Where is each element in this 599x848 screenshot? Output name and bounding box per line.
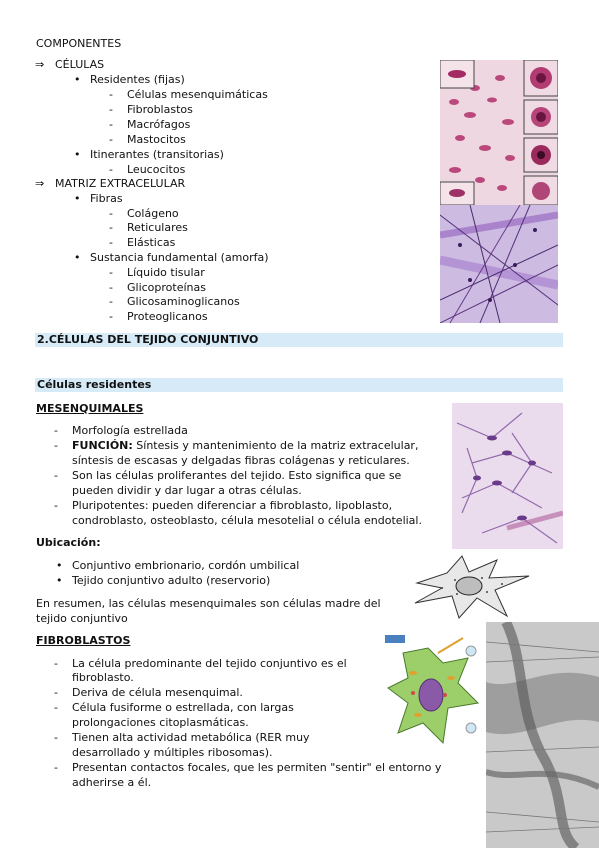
location-heading: Ubicación: — [36, 536, 101, 549]
matrix-heading: ⇒ MATRIZ EXTRACELULAR — [55, 177, 185, 191]
cells-heading: ⇒ CÉLULAS — [55, 58, 104, 72]
summary-text: En resumen, las células mesenquimales son células madre del — [36, 597, 381, 610]
histology-cells-image — [440, 60, 558, 205]
fibroblast-bullet: - Deriva de célula mesenquimal. — [72, 686, 243, 700]
ground-substance-item: • Sustancia fundamental (amorfa) — [90, 251, 269, 265]
fibroblast-bullet-cont: desarrollado y múltiples ribosomas). — [72, 746, 273, 759]
itinerant-item: - Leucocitos — [127, 163, 185, 177]
ground-item: - Proteoglicanos — [127, 310, 208, 324]
fiber-item: - Colágeno — [127, 207, 179, 221]
elastic-fibers-image — [440, 205, 558, 323]
fiber-item: - Reticulares — [127, 221, 188, 235]
location-item: • Conjuntivo embrionario, cordón umbilical — [72, 559, 299, 573]
resident-item: - Mastocitos — [127, 133, 186, 147]
mesenchymal-heading: MESENQUIMALES — [36, 402, 144, 415]
itinerants-item: • Itinerantes (transitorias) — [90, 148, 224, 162]
fibroblast-diagram — [383, 633, 483, 751]
fibroblast-bullet: - Tienen alta actividad metabólica (RER muy — [72, 731, 310, 745]
fibroblast-bullet: - Presentan contactos focales, que les permiten "sentir" el entorno y — [72, 761, 441, 775]
mesenchymal-bullet: - Morfología estrellada — [72, 424, 188, 438]
function-text: Síntesis y mantenimiento de la matriz extracelular, — [132, 439, 419, 452]
resident-item: - Macrófagos — [127, 118, 190, 132]
mesenchymal-cell-drawing — [407, 548, 537, 623]
section-bar-cells — [35, 333, 563, 347]
fibroblasts-heading: FIBROBLASTOS — [36, 634, 131, 647]
mesenchymal-bullet — [72, 439, 418, 453]
mesenchymal-bullet-cont: síntesis de escasas y delgadas fibras colágenas y reticulares. — [72, 454, 410, 467]
resident-item: - Fibroblastos — [127, 103, 193, 117]
location-item: • Tejido conjuntivo adulto (reservorio) — [72, 574, 270, 588]
fibroblast-micrograph — [486, 622, 599, 848]
fibroblast-bullet-cont: prolongaciones citoplasmáticas. — [72, 716, 249, 729]
mesenchymal-bullet-cont: condroblasto, osteoblasto, célula mesotelial o célula endotelial. — [72, 514, 422, 527]
fibers-item: • Fibras — [90, 192, 123, 206]
ground-item: - Glicosaminoglicanos — [127, 295, 240, 309]
section-title: 2.CÉLULAS DEL TEJIDO CONJUNTIVO — [37, 333, 259, 346]
components-title: COMPONENTES — [36, 37, 122, 50]
subsection-title: Células residentes — [37, 378, 152, 391]
mesenchymal-bullet: - Son las células proliferantes del tejido. Esto significa que se — [72, 469, 401, 483]
summary-text: tejido conjuntivo — [36, 612, 128, 625]
resident-item: - Células mesenquimáticas — [127, 88, 268, 102]
fiber-item: - Elásticas — [127, 236, 175, 250]
subsection-bar-residents — [35, 378, 563, 392]
ground-item: - Líquido tisular — [127, 266, 205, 280]
ground-item: - Glicoproteínas — [127, 281, 206, 295]
fibroblast-bullet-cont: fibroblasto. — [72, 671, 134, 684]
function-label: FUNCIÓN: — [72, 439, 133, 452]
fibroblast-bullet-cont: adherirse a él. — [72, 776, 152, 789]
residents-item: • Residentes (fijas) — [90, 73, 185, 87]
mesenchymal-histology-image — [452, 403, 563, 549]
fibroblast-bullet: - La célula predominante del tejido conjuntivo es el — [72, 657, 347, 671]
mesenchymal-bullet: - Pluripotentes: pueden diferenciar a fibroblasto, lipoblasto, — [72, 499, 392, 513]
mesenchymal-bullet-cont: pueden dividir y dar lugar a otras células. — [72, 484, 302, 497]
fibroblast-bullet: - Célula fusiforme o estrellada, con largas — [72, 701, 294, 715]
